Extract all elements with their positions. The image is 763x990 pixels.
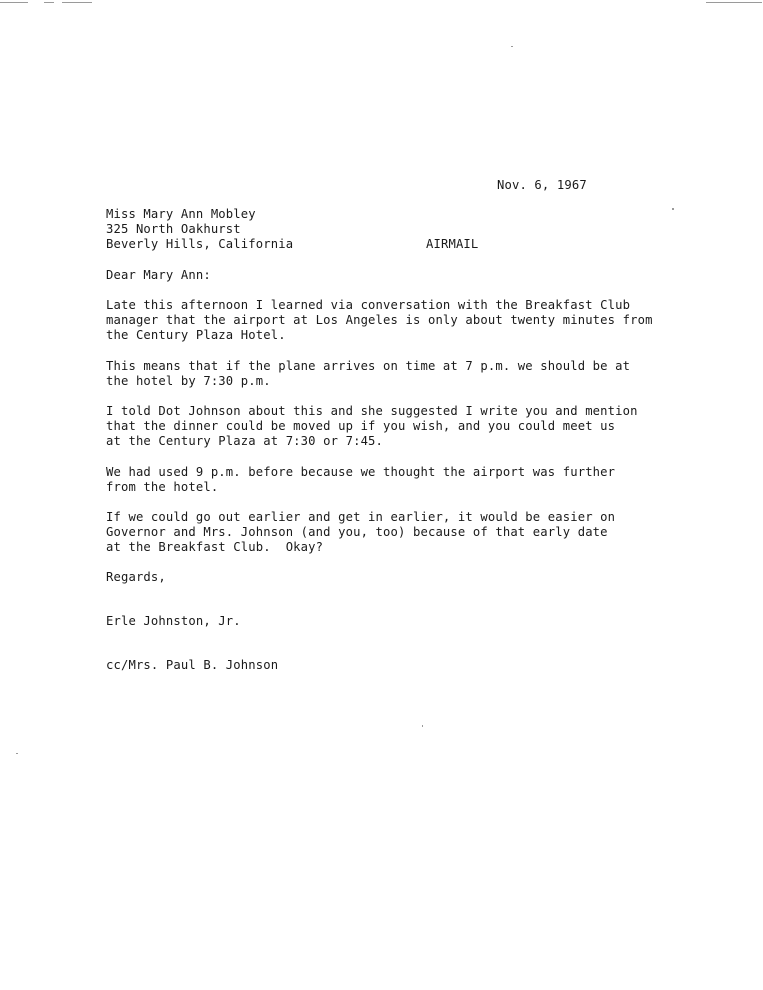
delivery-method: AIRMAIL: [426, 237, 479, 251]
body-paragraph: [106, 404, 666, 449]
body-paragraph: [106, 359, 666, 389]
paragraph-line: at the Century Plaza at 7:30 or 7:45.: [106, 434, 384, 448]
scan-artifact: [62, 2, 92, 3]
scan-artifact: [511, 46, 513, 47]
paragraph-line: manager that the airport at Los Angeles is only about twenty minutes from: [106, 313, 653, 327]
letter-date: Nov. 6, 1967: [497, 178, 587, 192]
recipient-address: [106, 207, 666, 252]
paragraph-line: This means that if the plane arrives on time at 7 p.m. we should be at: [106, 359, 631, 373]
paragraph-line: from the hotel.: [106, 480, 219, 494]
scan-artifact: [44, 2, 54, 3]
paragraph-line: I told Dot Johnson about this and she suggested I write you and mention: [106, 404, 638, 418]
cc-line: cc/Mrs. Paul B. Johnson: [106, 658, 279, 672]
body-paragraph: [106, 298, 666, 343]
scan-artifact: [672, 208, 674, 210]
recipient-street: 325 North Oakhurst: [106, 222, 241, 236]
scan-artifact: [706, 2, 762, 3]
paragraph-line: that the dinner could be moved up if you wish, and you could meet us: [106, 419, 616, 433]
body-paragraph: [106, 465, 666, 495]
body-paragraph: [106, 510, 666, 555]
scan-artifact: [422, 725, 423, 727]
scan-artifact: [0, 2, 28, 3]
paragraph-line: We had used 9 p.m. before because we thought the airport was further: [106, 465, 616, 479]
closing: Regards,: [106, 570, 166, 584]
paragraph-line: Governor and Mrs. Johnson (and you, too) because of that early date: [106, 525, 608, 539]
paragraph-line: If we could go out earlier and get in earlier, it would be easier on: [106, 510, 616, 524]
scan-artifact: [16, 753, 18, 754]
recipient-name: Miss Mary Ann Mobley: [106, 207, 256, 221]
paragraph-line: the Century Plaza Hotel.: [106, 328, 286, 342]
salutation: Dear Mary Ann:: [106, 268, 211, 282]
recipient-city: Beverly Hills, California: [106, 237, 294, 251]
paragraph-line: the hotel by 7:30 p.m.: [106, 374, 271, 388]
paragraph-line: at the Breakfast Club. Okay?: [106, 540, 324, 554]
paragraph-line: Late this afternoon I learned via conversation with the Breakfast Club: [106, 298, 631, 312]
signature: Erle Johnston, Jr.: [106, 614, 241, 628]
